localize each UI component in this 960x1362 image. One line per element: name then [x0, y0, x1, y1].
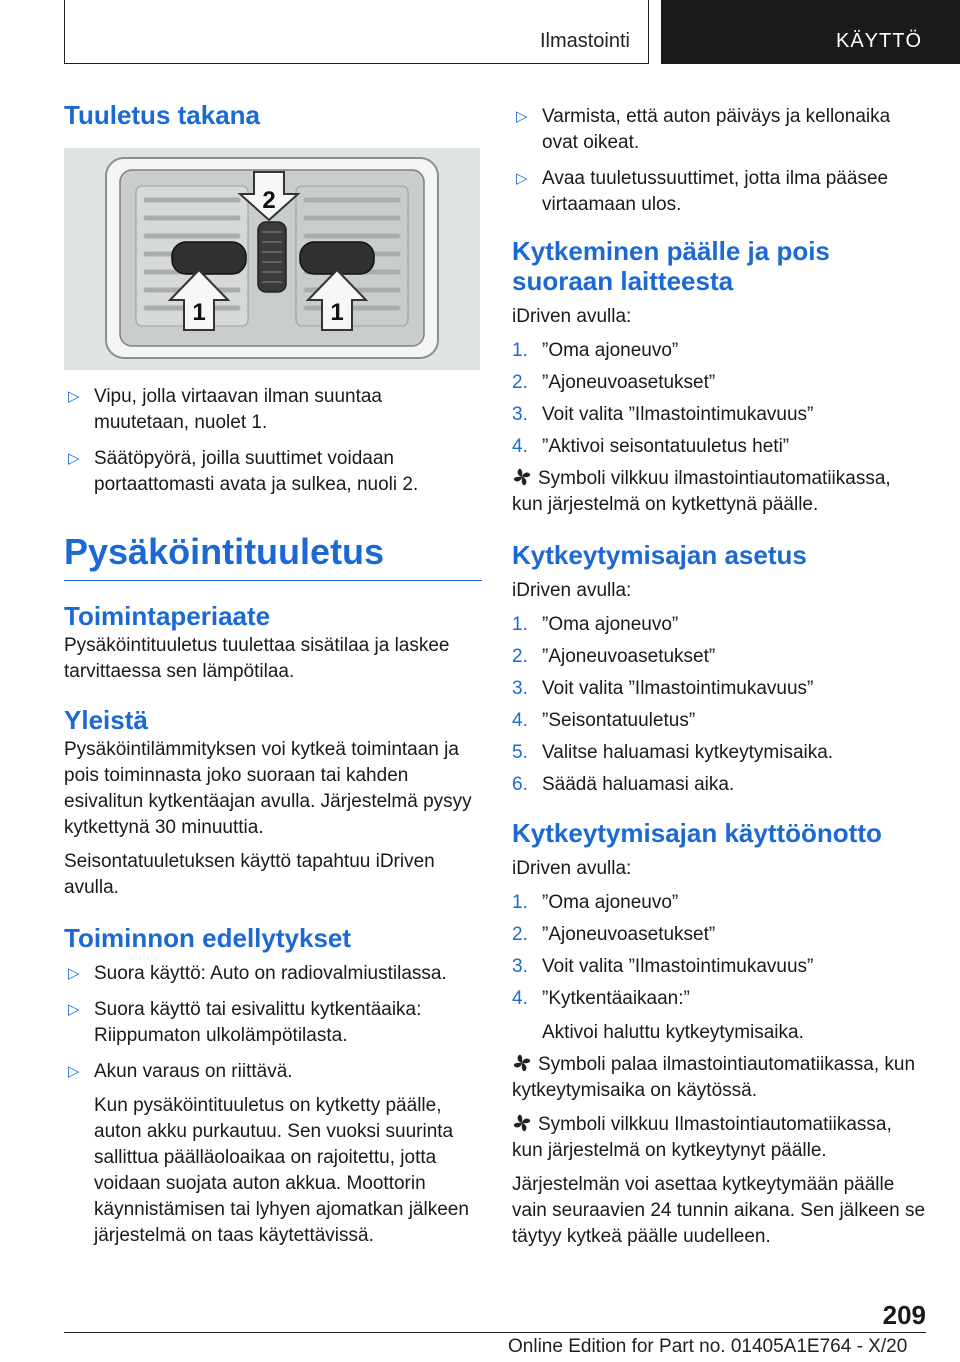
bullet-triangle-icon: ▷: [68, 965, 80, 982]
fan-icon: [512, 467, 532, 487]
header-chapter-tab: [661, 0, 960, 64]
heading-direct: Kytkeminen päälle ja pois suoraan laitteesta: [512, 236, 830, 296]
heading-parking-vent: Pysäköintituuletus: [64, 531, 385, 572]
bullet-triangle-icon: ▷: [516, 108, 528, 125]
general-text-1: Pysäköintilämmityksen voi kytkeä toimintaan ja pois toiminnasta joko suoraan tai kahden esivalitun kytkentäajan avulla. Järjestelmä pysyy kytkettynä 30 minuuttia.: [64, 739, 472, 838]
figure-label-2: 2: [262, 187, 276, 214]
fan-icon: [512, 1113, 532, 1133]
rear-vent-figure: [64, 148, 480, 370]
list-item: 2. ”Ajoneuvoasetukset”: [512, 646, 716, 667]
bullet-triangle-icon: ▷: [516, 170, 528, 187]
list-item: 2. ”Ajoneuvoasetukset”: [512, 372, 716, 393]
figure-label-1-right: 1: [330, 299, 344, 326]
list-item: ▷ Akun varaus on riittävä. Kun pysäköintituuletus on kytketty päälle, auton akku purkautuu. Sen vuoksi suurinta sallittua päälläoloaikaa on rajoitettu, jotta voidaan suojata auton akkua. Moottorin käynnistämisen tai lyhyen ajomatkan jälkeen järjestelmä on taas käytettävissä.: [64, 1059, 482, 1249]
figure-label-1-left: 1: [192, 299, 206, 326]
list-item: 5. Valitse haluamasi kytkeytymisaika.: [512, 742, 834, 763]
header-chapter-title: KÄYTTÖ: [835, 30, 922, 52]
right-column: [512, 100, 926, 1250]
timer-activate-note-1: Symboli palaa ilmastointiautomatiikassa, kun kytkeytymisaika on käytössä.: [512, 1054, 916, 1101]
direct-note: Symboli vilkkuu ilmastointiautomatiikassa, kun järjestelmä on kytkettynä päälle.: [512, 468, 891, 515]
timer-activate-note-2: Symboli vilkkuu Ilmastointiautomatiikassa, kun järjestelmä on kytkeytynyt päälle.: [512, 1114, 892, 1161]
timer-set-steps: [512, 612, 926, 798]
bullet-triangle-icon: ▷: [68, 1001, 80, 1018]
header-section-box: [64, 0, 649, 64]
list-item: 1. ”Oma ajoneuvo”: [512, 892, 679, 913]
heading-principle: Toimintaperiaate: [64, 601, 271, 631]
heading-requirements: Toiminnon edellytykset: [64, 923, 352, 953]
heading-rear-vent: Tuuletus takana: [64, 100, 261, 130]
requirements-bullets: [64, 961, 482, 1249]
parking-vent-heading-block: [64, 532, 482, 581]
pre-bullets: [512, 104, 926, 218]
footer-rule: [64, 1332, 926, 1333]
list-item: 1. ”Oma ajoneuvo”: [512, 614, 679, 635]
timer-set-intro: iDriven avulla:: [512, 580, 632, 601]
list-item: 4. ”Aktivoi seisontatuuletus heti”: [512, 436, 790, 457]
page-number: 209: [882, 1300, 926, 1330]
list-item: 6. Säädä haluamasi aika.: [512, 774, 735, 795]
principle-text: Pysäköintituuletus tuulettaa sisätilaa ja laskee tarvittaessa sen lämpötilaa.: [64, 635, 450, 682]
list-item: ▷ Suora käyttö: Auto on radiovalmiustilassa.: [64, 961, 482, 987]
list-item: ▷ Vipu, jolla virtaavan ilman suuntaa muutetaan, nuolet 1.: [68, 386, 382, 433]
list-item: 4. ”Kytkentäaikaan:” Aktivoi haluttu kytkeytymisaika.: [512, 986, 926, 1046]
footer-edition: Online Edition for Part no. 01405A1E764 - X/20: [508, 1336, 908, 1357]
list-item: 3. Voit valita ”Ilmastointimukavuus”: [512, 678, 814, 699]
timer-activate-final: Järjestelmän voi asettaa kytkeytymään päälle vain seuraavien 24 tunnin aikana. Sen jälkeen se täytyy kytkeä päälle uudelleen.: [512, 1174, 926, 1247]
heading-general: Yleistä: [64, 705, 148, 735]
bullet-triangle-icon: ▷: [68, 388, 80, 405]
header-section-title: Ilmastointi: [539, 30, 630, 52]
list-item: ▷ Varmista, että auton päiväys ja kellonaika ovat oikeat.: [516, 106, 891, 153]
bullet-triangle-icon: ▷: [68, 450, 80, 467]
heading-timer-set: Kytkeytymisajan asetus: [512, 540, 807, 570]
heading-timer-activate: Kytkeytymisajan käyttöönotto: [512, 818, 882, 848]
fan-icon: [512, 1053, 532, 1073]
direct-steps: [512, 338, 926, 460]
list-item: ▷ Suora käyttö tai esivalittu kytkentäaika: Riippumaton ulkolämpötilasta.: [68, 999, 422, 1046]
timer-activate-steps: [512, 890, 926, 1046]
list-item: ▷ Säätöpyörä, joilla suuttimet voidaan portaattomasti avata ja sulkea, nuoli 2.: [68, 448, 419, 495]
rear-vent-bullets: [64, 384, 482, 498]
list-item: 1. ”Oma ajoneuvo”: [512, 340, 679, 361]
list-item: 2. ”Ajoneuvoasetukset”: [512, 924, 716, 945]
left-column: [64, 100, 482, 1259]
general-text-2: Seisontatuuletuksen käyttö tapahtuu iDriven avulla.: [64, 851, 435, 898]
step4-sub: Aktivoi haluttu kytkeytymisaika.: [542, 1022, 804, 1043]
bullet-triangle-icon: ▷: [68, 1063, 80, 1080]
list-item: 3. Voit valita ”Ilmastointimukavuus”: [512, 404, 814, 425]
rear-vent-illustration: [64, 148, 480, 370]
direct-intro: iDriven avulla:: [512, 306, 632, 327]
list-item: 4. ”Seisontatuuletus”: [512, 710, 696, 731]
timer-activate-intro: iDriven avulla:: [512, 858, 632, 879]
battery-note: Kun pysäköintituuletus on kytketty päälle, auton akku purkautuu. Sen vuoksi suurinta sallittua päälläoloaikaa on rajoitettu, jotta voidaan suojata auton akkua. Moottorin käynnistämisen tai lyhyen ajomatkan jälkeen järjestelmä on taas käytettävissä.: [94, 1095, 469, 1246]
list-item: ▷ Avaa tuuletussuuttimet, jotta ilma pääsee virtaamaan ulos.: [516, 168, 889, 215]
list-item: 3. Voit valita ”Ilmastointimukavuus”: [512, 956, 814, 977]
